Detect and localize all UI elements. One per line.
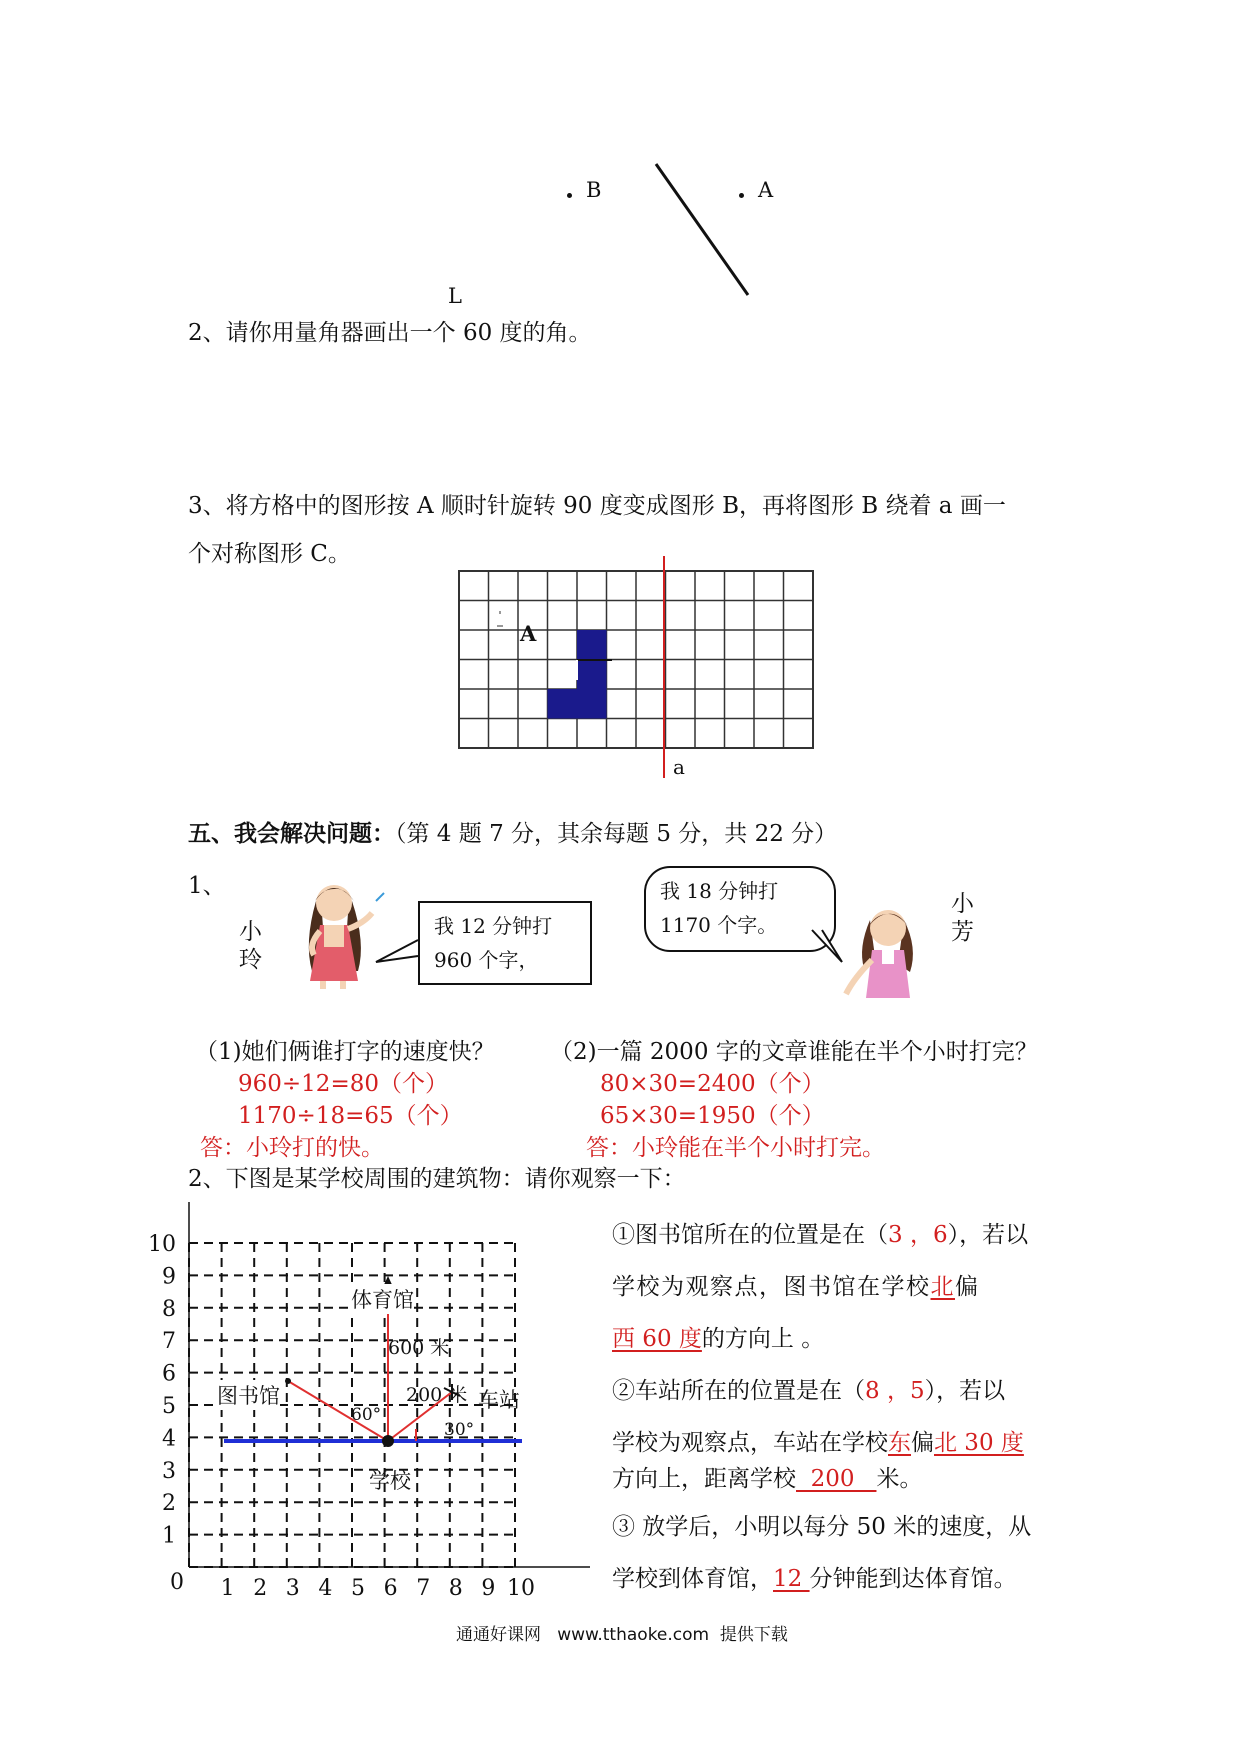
p2-line6-a: 方向上，距离学校 xyxy=(612,1466,796,1492)
library-direction-answer-1: 北 xyxy=(930,1274,955,1300)
p2-line4-a: ②车站所在的位置是在（ xyxy=(612,1378,865,1404)
x-tick-label: 5 xyxy=(351,1576,365,1601)
p2-line6-c: 米。 xyxy=(876,1466,923,1492)
distance-600-label: 600 米 xyxy=(388,1337,450,1359)
angle-60-label: 60° xyxy=(351,1405,382,1425)
station-direction-answer-1: 东 xyxy=(888,1430,911,1456)
point-a-label: A xyxy=(758,178,774,202)
sub1-answer-line1: 960÷12=80（个） xyxy=(238,1071,448,1097)
library-position-answer: 3 ，6 xyxy=(888,1222,948,1248)
p2-line8-c: 分钟能到达体育馆。 xyxy=(809,1566,1017,1592)
x-tick-label: 6 xyxy=(383,1576,398,1601)
bubble2-line2: 1170 个字。 xyxy=(660,913,778,937)
p2-line5-a: 学校为观察点，车站在学校 xyxy=(612,1430,888,1456)
p2-line6 xyxy=(612,1460,922,1493)
station-direction-answer-2: 北 30 度 xyxy=(934,1430,1024,1456)
library-direction-answer-2: 西 60 度 xyxy=(612,1326,702,1352)
sub2-answer-line2: 65×30=1950（个） xyxy=(600,1103,825,1129)
x-tick-label: 10 xyxy=(507,1576,535,1601)
gym-label: 体育馆 xyxy=(351,1284,414,1314)
p2-line3 xyxy=(612,1320,824,1353)
y-tick-label: 3 xyxy=(162,1458,176,1484)
footer: 通通好课网 www.tthaoke.com 提供下载 xyxy=(456,1625,788,1645)
p2-line1 xyxy=(612,1216,1028,1249)
station-position-answer: 8 ，5 xyxy=(865,1378,925,1404)
p2-line5 xyxy=(612,1424,1024,1457)
p2-line2-c: 偏 xyxy=(955,1274,980,1300)
p2-line2-a: 学校为观察点，图书馆在学校 xyxy=(612,1274,931,1300)
y-tick-label: 7 xyxy=(162,1329,176,1355)
station-distance-answer: 200 xyxy=(796,1466,877,1492)
x-tick-label: 2 xyxy=(253,1576,268,1601)
p2-line8-a: 学校到体育馆， xyxy=(612,1566,773,1592)
p2-line5-c: 偏 xyxy=(911,1430,934,1456)
p2-line4-c: ），若以 xyxy=(924,1378,1006,1404)
x-tick-label: 7 xyxy=(416,1576,431,1601)
section-5-title-rest: （第 4 题 7 分，其余每题 5 分，共 22 分） xyxy=(395,821,838,847)
problem-2-intro: 2、下图是某学校周围的建筑物：请你观察一下： xyxy=(188,1166,686,1192)
y-tick-label: 8 xyxy=(162,1296,176,1322)
p2-line1-a: ①图书馆所在的位置是在（ xyxy=(612,1222,888,1248)
girl2-name: 小 芳 xyxy=(951,891,974,945)
axis-a-label: a xyxy=(673,755,685,779)
question-3-line1: 3、将方格中的图形按 A 顺时针旋转 90 度变成图形 B，再将图形 B 绕着 a 画一 xyxy=(188,493,1006,519)
walk-time-answer: 12 xyxy=(773,1566,810,1592)
origin-label: 0 xyxy=(170,1570,184,1595)
x-tick-label: 8 xyxy=(448,1576,463,1601)
sub2-answer: 答：小玲能在半个小时打完。 xyxy=(586,1135,885,1161)
station-label: 车站 xyxy=(478,1388,520,1412)
y-tick-label: 5 xyxy=(162,1394,176,1419)
school-label: 学校 xyxy=(369,1469,411,1493)
y-tick-label: 2 xyxy=(162,1491,176,1517)
distance-200-label: 200 米 xyxy=(406,1384,468,1406)
x-tick-label: 3 xyxy=(285,1576,300,1601)
y-tick-label: 1 xyxy=(162,1523,176,1549)
girl1-name: 小 玲 xyxy=(239,919,262,973)
x-tick-label: 1 xyxy=(220,1576,235,1601)
bubble2-line1: 我 18 分钟打 xyxy=(660,879,779,903)
p2-line7: ③ 放学后，小明以每分 50 米的速度，从 xyxy=(612,1514,1032,1540)
x-tick-label: 4 xyxy=(318,1576,333,1601)
y-tick-label: 4 xyxy=(162,1426,176,1452)
line-l-label: L xyxy=(448,284,462,308)
p2-line2 xyxy=(612,1268,980,1301)
p2-line4 xyxy=(612,1372,1005,1405)
angle-30-label: 30° xyxy=(444,1420,475,1440)
section-5-title-bold: 五、我会解决问题： xyxy=(188,820,395,847)
sub1-answer: 答：小玲打的快。 xyxy=(200,1135,384,1161)
sub2-question: （2)一篇 2000 字的文章谁能在半个小时打完？ xyxy=(550,1039,1038,1065)
school-dot xyxy=(382,1435,394,1447)
bubble1-line1: 我 12 分钟打 xyxy=(434,914,553,938)
y-tick-label: 9 xyxy=(162,1264,176,1290)
p2-line3-b: 的方向上 。 xyxy=(701,1326,825,1352)
library-label: 图书馆 xyxy=(217,1380,280,1410)
x-tick-label: 9 xyxy=(481,1576,496,1601)
library-dot xyxy=(285,1378,291,1384)
shape-a-label: A xyxy=(520,621,537,646)
bubble1-line2: 960 个字， xyxy=(434,948,539,972)
question-3-line2: 个对称图形 C。 xyxy=(188,541,351,567)
y-tick-label: 10 xyxy=(148,1232,176,1257)
point-b-label: B xyxy=(586,178,602,202)
sub1-question: （1)她们俩谁打字的速度快？ xyxy=(195,1039,495,1065)
p2-line8 xyxy=(612,1560,1017,1593)
p2-line1-c: ），若以 xyxy=(947,1222,1029,1248)
problem-1-number: 1、 xyxy=(188,873,226,899)
y-tick-label: 6 xyxy=(162,1361,176,1387)
sub2-answer-line1: 80×30=2400（个） xyxy=(600,1071,825,1097)
sub1-answer-line2: 1170÷18=65（个） xyxy=(238,1103,463,1129)
question-2: 2、请你用量角器画出一个 60 度的角。 xyxy=(188,320,592,346)
